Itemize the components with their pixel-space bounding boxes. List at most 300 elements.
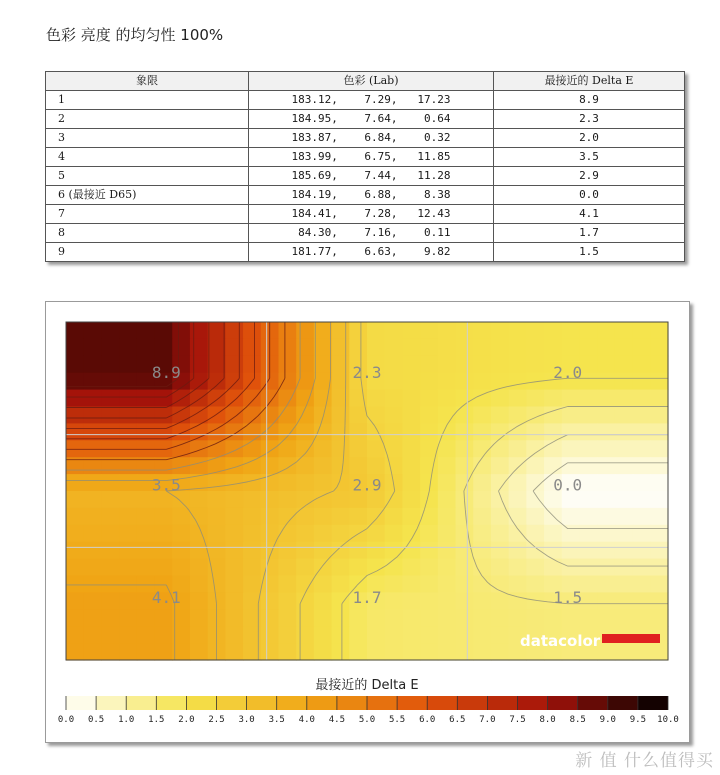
heatmap-cell [491,322,509,340]
cell-lab: 185.69, 7.44, 11.28 [249,167,494,186]
heatmap-cell [579,491,597,509]
heatmap-cell [473,423,491,441]
heatmap-cell [66,423,84,441]
heatmap-cell [509,390,527,408]
heatmap-cell [84,592,102,610]
heatmap-cell [314,626,332,644]
cell-lab: 183.87, 6.84, 0.32 [249,129,494,148]
colorbar-tick-label: 0.0 [57,715,75,725]
heatmap-cell [84,390,102,408]
heatmap-cell [402,491,420,509]
heatmap-cell [385,457,403,475]
heatmap-cell [491,407,509,425]
heatmap-cell [172,322,190,340]
heatmap-cell [314,390,332,408]
heatmap-cell [473,559,491,577]
heatmap-cell [278,576,296,594]
heatmap-cell [332,457,350,475]
heatmap-cell [119,373,137,391]
quadrant-value-label: 2.0 [553,362,583,382]
heatmap-cell [190,508,208,526]
heatmap-cell [367,390,385,408]
heatmap-cell [597,559,615,577]
heatmap-cell [438,491,456,509]
heatmap-cell [278,626,296,644]
cell-delta-e: 1.5 [494,243,685,262]
heatmap-cell [650,643,668,661]
heatmap-cell [650,592,668,610]
heatmap-cell [633,474,651,492]
heatmap-cell [438,339,456,357]
colorbar-segment [427,696,457,710]
heatmap-cell [562,423,580,441]
heatmap-cell [367,423,385,441]
heatmap-cell [438,457,456,475]
heatmap-cell [261,474,279,492]
heatmap-cell [562,508,580,526]
heatmap-cell [509,373,527,391]
colorbar-tick-label: 4.0 [298,715,315,725]
heatmap-cell [225,390,243,408]
heatmap-cell [650,373,668,391]
heatmap-cell [509,491,527,509]
heatmap-cell [190,440,208,458]
heatmap-cell [633,576,651,594]
heatmap-cell [615,322,633,340]
heatmap-cell [101,592,119,610]
heatmap-cell [615,491,633,509]
heatmap-cell [367,407,385,425]
heatmap-cell [261,508,279,526]
heatmap-cell [544,559,562,577]
heatmap-cell [509,525,527,543]
cell-delta-e: 2.3 [494,110,685,129]
heatmap-cell [473,643,491,661]
heatmap-cell [66,373,84,391]
heatmap-cell [243,508,261,526]
heatmap-cell [385,643,403,661]
heatmap-cell [402,457,420,475]
cell-delta-e: 2.9 [494,167,685,186]
colorbar-segment [457,696,487,710]
heatmap-cell [473,491,491,509]
heatmap-cell [615,576,633,594]
heatmap-cell [225,609,243,627]
heatmap-cell [225,643,243,661]
heatmap-cell [473,322,491,340]
heatmap-cell [491,626,509,644]
heatmap-cell [155,643,173,661]
heatmap-cell [349,457,367,475]
heatmap-cell [296,525,314,543]
heatmap-cell [296,576,314,594]
cell-delta-e: 0.0 [494,186,685,205]
heatmap-cell [190,491,208,509]
heatmap-cell [314,559,332,577]
colorbar-title: 最接近的 Delta E [315,678,419,693]
heatmap-cell [296,626,314,644]
heatmap-cell [420,609,438,627]
heatmap-cell [526,322,544,340]
heatmap-cell [650,407,668,425]
heatmap-cell [473,626,491,644]
heatmap-cell [66,542,84,560]
heatmap-cell [385,373,403,391]
heatmap-cell [456,407,474,425]
cell-lab: 183.12, 7.29, 17.23 [249,91,494,110]
heatmap-cell [190,592,208,610]
colorbar-tick-label: 5.0 [358,715,376,725]
heatmap-cell [66,390,84,408]
heatmap-cell [84,373,102,391]
heatmap-cell [314,508,332,526]
heatmap-cell [314,423,332,441]
heatmap-cell [385,390,403,408]
heatmap-cell [526,609,544,627]
cell-quadrant: 9 [46,243,249,262]
cell-quadrant: 6 (最接近 D65) [46,186,249,205]
heatmap-cell [367,339,385,357]
heatmap-cell [332,576,350,594]
heatmap-cell [367,440,385,458]
heatmap-cell [155,390,173,408]
heatmap-cell [526,508,544,526]
colorbar-segment [578,696,608,710]
heatmap-cell [243,576,261,594]
heatmap-cell [473,457,491,475]
heatmap-cell [137,322,155,340]
heatmap-cell [402,576,420,594]
heatmap-cell [84,322,102,340]
heatmap-cell [84,626,102,644]
heatmap-cell [420,626,438,644]
heatmap-cell [473,609,491,627]
heatmap-cell [491,609,509,627]
heatmap-cell [137,390,155,408]
heatmap-cell [579,322,597,340]
colorbar-segment [217,696,247,710]
colorbar-segment [548,696,578,710]
heatmap-cell [562,407,580,425]
heatmap-cell [101,643,119,661]
heatmap-cell [402,373,420,391]
heatmap-cell [367,457,385,475]
heatmap-cell [509,407,527,425]
heatmap-cell [296,609,314,627]
heatmap-cell [615,457,633,475]
heatmap-cell [491,592,509,610]
heatmap-cell [526,525,544,543]
heatmap-cell [243,542,261,560]
colorbar-segment [367,696,397,710]
heatmap-cell [402,592,420,610]
heatmap-cell [208,525,226,543]
heatmap-cell [650,440,668,458]
heatmap-cell [314,457,332,475]
heatmap-cell [84,525,102,543]
colorbar-tick-label: 0.5 [87,715,105,725]
heatmap-cell [190,643,208,661]
heatmap-cell [225,491,243,509]
heatmap-cell [491,440,509,458]
colorbar-tick-label: 10.0 [657,715,679,725]
heatmap-cell [385,322,403,340]
heatmap-cell [597,542,615,560]
heatmap-cell [296,339,314,357]
heatmap-cell [119,322,137,340]
heatmap-cell [456,508,474,526]
heatmap-cell [509,609,527,627]
heatmap-cell [278,474,296,492]
colorbar-tick-label: 2.0 [178,715,195,725]
heatmap-cell [579,373,597,391]
heatmap-cell [119,356,137,374]
heatmap-cell [208,542,226,560]
table-row [46,224,685,243]
heatmap-cell [526,576,544,594]
heatmap-cell [225,592,243,610]
table-row [46,243,685,262]
heatmap-cell [332,423,350,441]
colorbar-tick-label: 6.0 [419,715,436,725]
heatmap-cell [261,643,279,661]
colorbar-segment [66,696,96,710]
heatmap-cell [597,390,615,408]
heatmap-cell [456,373,474,391]
colorbar-segment [186,696,216,710]
heatmap-cell [473,592,491,610]
heatmap-cell [597,592,615,610]
heatmap-cell [579,609,597,627]
heatmap-cell [66,592,84,610]
colorbar-segment [126,696,156,710]
heatmap-cell [509,356,527,374]
cell-quadrant: 5 [46,167,249,186]
heatmap-cell [296,474,314,492]
heatmap-cell [119,491,137,509]
heatmap-cell [385,407,403,425]
heatmap-cell [544,609,562,627]
heatmap-cell [332,525,350,543]
heatmap-cell [332,559,350,577]
heatmap-cell [190,609,208,627]
heatmap-cell [332,339,350,357]
heatmap-cell [172,339,190,357]
heatmap-cell [66,576,84,594]
heatmap-cell [278,609,296,627]
heatmap-cell [491,457,509,475]
colorbar-segment [487,696,517,710]
cell-delta-e: 8.9 [494,91,685,110]
table-row [46,205,685,224]
heatmap-cell [349,440,367,458]
cell-quadrant: 4 [46,148,249,167]
heatmap-cell [473,474,491,492]
heatmap-cell [332,407,350,425]
heatmap-cell [155,559,173,577]
heatmap-cell [101,609,119,627]
heatmap-cell [172,508,190,526]
heatmap-cell [66,609,84,627]
heatmap-cell [633,542,651,560]
heatmap-cell [438,643,456,661]
colorbar-segment [397,696,427,710]
colorbar-tick-label: 9.0 [599,715,616,725]
heatmap-cell [633,322,651,340]
table-row [46,91,685,110]
heatmap-cell [509,576,527,594]
heatmap-cell [579,457,597,475]
heatmap-cell [473,542,491,560]
heatmap-cell [650,457,668,475]
heatmap-cell [278,339,296,357]
colorbar-segment [247,696,277,710]
heatmap-cell [367,643,385,661]
heatmap-cell [420,423,438,441]
heatmap-cell [349,542,367,560]
heatmap-cell [278,457,296,475]
heatmap-cell [650,609,668,627]
heatmap-cell [402,643,420,661]
heatmap-cell [509,457,527,475]
heatmap-cell [296,559,314,577]
heatmap-cell [119,576,137,594]
heatmap-cell [420,592,438,610]
heatmap-cell [385,576,403,594]
heatmap-cell [314,322,332,340]
heatmap-cell [402,609,420,627]
heatmap-cell [155,525,173,543]
heatmap-cell [420,576,438,594]
heatmap-cell [225,373,243,391]
heatmap-cell [243,322,261,340]
heatmap-cell [509,559,527,577]
heatmap-cell [544,508,562,526]
heatmap-cell [597,440,615,458]
heatmap-cell [402,407,420,425]
heatmap-cell [544,322,562,340]
heatmap-cell [66,626,84,644]
heatmap-cell [615,407,633,425]
heatmap-cell [155,542,173,560]
heatmap-cell [385,474,403,492]
quadrant-value-label: 8.9 [151,362,181,382]
heatmap-cell [526,390,544,408]
cell-lab: 184.41, 7.28, 12.43 [249,205,494,224]
table-header-row [46,72,685,91]
header-quadrant: 象限 [46,72,249,91]
heatmap-cell [526,457,544,475]
heatmap-cell [544,457,562,475]
colorbar-segment [277,696,307,710]
heatmap-cell [172,542,190,560]
heatmap-cell [190,423,208,441]
heatmap-cell [491,559,509,577]
heatmap-cell [385,525,403,543]
heatmap-cell [137,525,155,543]
heatmap-cell [420,407,438,425]
heatmap-cell [633,643,651,661]
colorbar-segment [638,696,668,710]
heatmap-cell [332,508,350,526]
heatmap-cell [367,322,385,340]
heatmap-cell [633,525,651,543]
heatmap-cell [597,373,615,391]
heatmap-cell [225,626,243,644]
heatmap-cell [243,440,261,458]
heatmap-cell [190,457,208,475]
quadrant-value-label: 0.0 [553,475,583,495]
heatmap-cell [367,609,385,627]
heatmap-cell [579,576,597,594]
heatmap-cell [579,542,597,560]
heatmap-cell [456,440,474,458]
heatmap-cell [119,339,137,357]
heatmap-cell [509,508,527,526]
quadrant-value-label: 3.5 [151,475,181,495]
cell-lab: 184.19, 6.88, 8.38 [249,186,494,205]
heatmap-cell [597,457,615,475]
datacolor-logo-bar [602,634,660,643]
heatmap-cell [314,491,332,509]
heatmap-cell [473,339,491,357]
heatmap-cell [84,576,102,594]
heatmap-cell [101,322,119,340]
heatmap-cell [349,339,367,357]
heatmap-cell [438,525,456,543]
heatmap-cell [225,322,243,340]
heatmap-cell [261,407,279,425]
heatmap-cell [66,559,84,577]
heatmap-cell [137,339,155,357]
heatmap-cell [101,508,119,526]
heatmap-cell [190,626,208,644]
heatmap-cell [491,525,509,543]
heatmap-cell [633,373,651,391]
heatmap-cell [84,339,102,357]
heatmap-cell [349,609,367,627]
heatmap-cell [579,508,597,526]
heatmap-cell [615,559,633,577]
heatmap-cell [562,339,580,357]
colorbar-segment [518,696,548,710]
heatmap-cell [438,592,456,610]
heatmap-cell [278,322,296,340]
heatmap-cell [633,592,651,610]
heatmap-cell [544,542,562,560]
heatmap-cell [615,592,633,610]
heatmap-cell [119,626,137,644]
heatmap-cell [562,542,580,560]
heatmap-cell [225,559,243,577]
heatmap-cell [225,576,243,594]
heatmap-cell [155,339,173,357]
datacolor-logo-text: datacolor [520,632,601,650]
colorbar-tick-label: 1.5 [148,715,165,725]
heatmap-cell [420,322,438,340]
heatmap-cell [314,440,332,458]
cell-lab: 183.99, 6.75, 11.85 [249,148,494,167]
cell-quadrant: 8 [46,224,249,243]
heatmap-cell [296,643,314,661]
heatmap-cell [243,356,261,374]
cell-quadrant: 3 [46,129,249,148]
heatmap-cell [84,508,102,526]
heatmap-cell [278,356,296,374]
table-row [46,186,685,205]
heatmap-cell [314,474,332,492]
watermark: 新 值 什么值得买 [575,751,714,771]
